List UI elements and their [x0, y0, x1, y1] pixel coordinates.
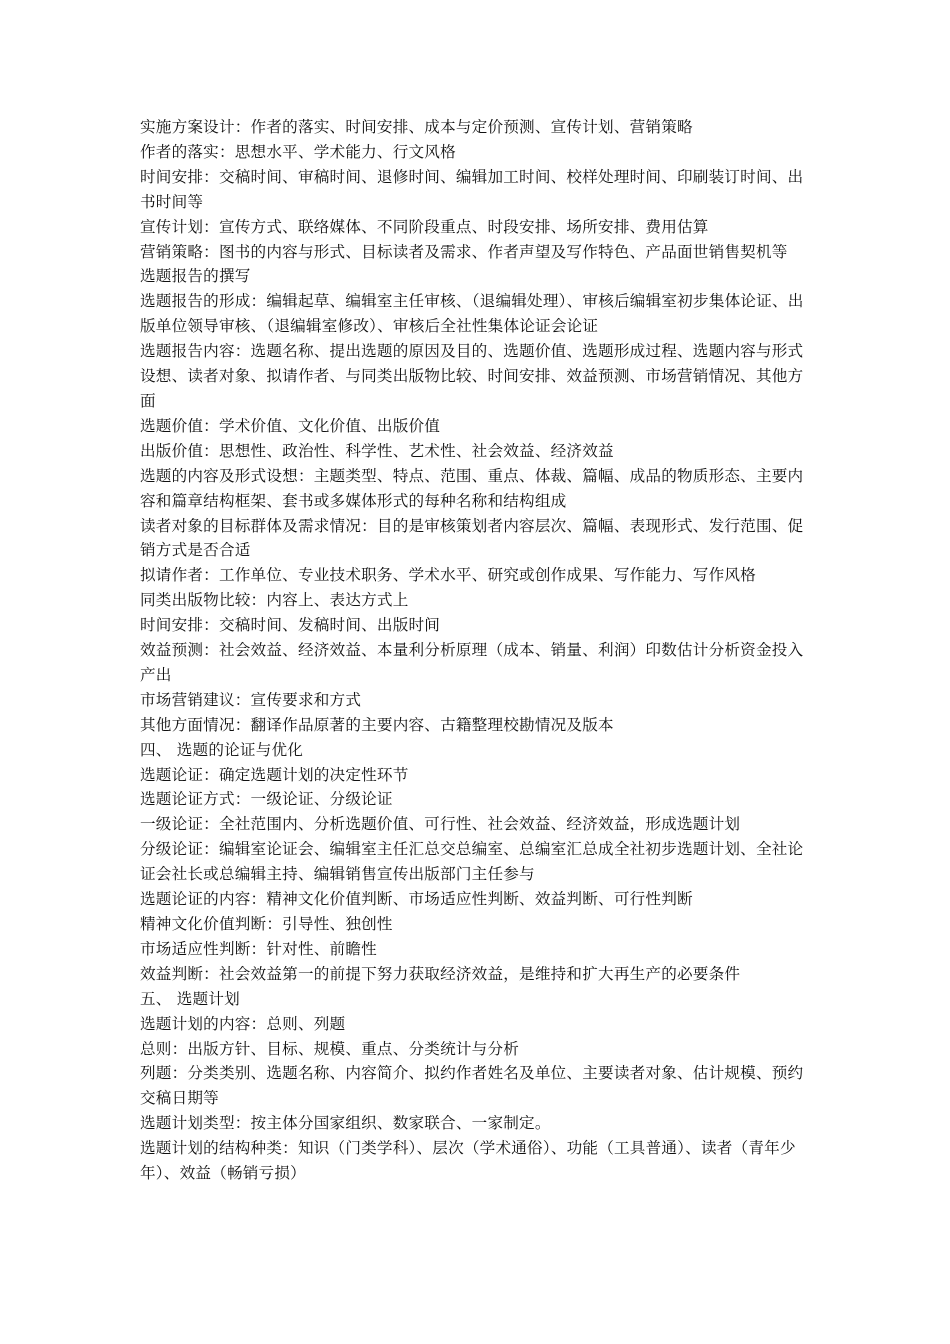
text-line: 选题计划的内容：总则、列题 — [140, 1014, 346, 1033]
text-line: 选题论证：确定选题计划的决定性环节 — [140, 765, 409, 784]
text-line: 出版价值：思想性、政治性、科学性、艺术性、社会效益、经济效益 — [140, 441, 614, 460]
text-line: 市场适应性判断：针对性、前瞻性 — [140, 939, 377, 958]
text-line: 总则：出版方针、目标、规模、重点、分类统计与分析 — [140, 1039, 520, 1058]
section-heading: 四、 选题的论证与优化 — [140, 740, 304, 759]
text-line: 分级论证：编辑室论证会、编辑室主任汇总交总编室、总编室汇总成全社初步选题计划、全社论证会社长或总编辑主持、编辑销售宣传出版部门主任参与 — [140, 840, 804, 884]
text-line: 选题计划的结构种类：知识（门类学科）、层次（学术通俗）、功能（工具普通）、读者（青年少年）、效益（畅销亏损） — [140, 1139, 796, 1183]
text-line: 选题价值：学术价值、文化价值、出版价值 — [140, 416, 441, 435]
text-line: 列题：分类类别、选题名称、内容简介、拟约作者姓名及单位、主要读者对象、估计规模、预约交稿日期等 — [140, 1064, 804, 1108]
text-line: 实施方案设计：作者的落实、时间安排、成本与定价预测、宣传计划、营销策略 — [140, 118, 693, 136]
text-line: 一级论证：全社范围内、分析选题价值、可行性、社会效益、经济效益，形成选题计划 — [140, 815, 741, 834]
section-heading: 选题报告的撰写 — [140, 267, 251, 286]
text-line: 选题报告内容：选题名称、提出选题的原因及目的、选题价值、选题形成过程、选题内容与形式设想、读者对象、拟请作者、与同类出版物比较、时间安排、效益预测、市场营销情况、其他方面 — [140, 342, 804, 410]
text-line: 拟请作者：工作单位、专业技术职务、学术水平、研究或创作成果、写作能力、写作风格 — [140, 566, 756, 585]
text-line: 选题报告的形成：编辑起草、编辑室主任审核、（退编辑处理）、审核后编辑室初步集体论证、出版单位领导审核、（退编辑室修改）、审核后全社性集体论证会论证 — [140, 292, 804, 336]
text-line: 同类出版物比较：内容上、表达方式上 — [140, 591, 409, 610]
text-line: 效益判断：社会效益第一的前提下努力获取经济效益，是维持和扩大再生产的必要条件 — [140, 964, 741, 983]
text-line: 精神文化价值判断：引导性、独创性 — [140, 915, 393, 933]
text-line: 读者对象的目标群体及需求情况：目的是审核策划者内容层次、篇幅、表现形式、发行范围、促销方式是否合适 — [140, 516, 804, 560]
text-line: 市场营销建议：宣传要求和方式 — [140, 690, 362, 709]
document-body — [140, 115, 816, 1186]
text-line: 选题论证方式：一级论证、分级论证 — [140, 790, 393, 809]
text-line: 选题的内容及形式设想：主题类型、特点、范围、重点、体裁、篇幅、成品的物质形态、主要内容和篇章结构框架、套书或多媒体形式的每种名称和结构组成 — [140, 466, 804, 510]
text-line: 作者的落实：思想水平、学术能力、行文风格 — [140, 142, 456, 161]
text-line: 选题计划类型：按主体分国家组织、数家联合、一家制定。 — [140, 1114, 551, 1133]
text-line: 效益预测：社会效益、经济效益、本量利分析原理（成本、销量、利润）印数估计分析资金投入产出 — [140, 641, 804, 684]
text-line: 其他方面情况：翻译作品原著的主要内容、古籍整理校勘情况及版本 — [140, 715, 614, 734]
section-heading: 五、 选题计划 — [140, 989, 240, 1008]
text-line: 时间安排：交稿时间、发稿时间、出版时间 — [140, 616, 441, 635]
text-line: 宣传计划：宣传方式、联络媒体、不同阶段重点、时段安排、场所安排、费用估算 — [140, 217, 709, 236]
text-line: 时间安排：交稿时间、审稿时间、退修时间、编辑加工时间、校样处理时间、印刷装订时间、出书时间等 — [140, 167, 804, 211]
text-line: 营销策略：图书的内容与形式、目标读者及需求、作者声望及写作特色、产品面世销售契机等 — [140, 242, 788, 261]
text-line: 选题论证的内容：精神文化价值判断、市场适应性判断、效益判断、可行性判断 — [140, 890, 693, 909]
